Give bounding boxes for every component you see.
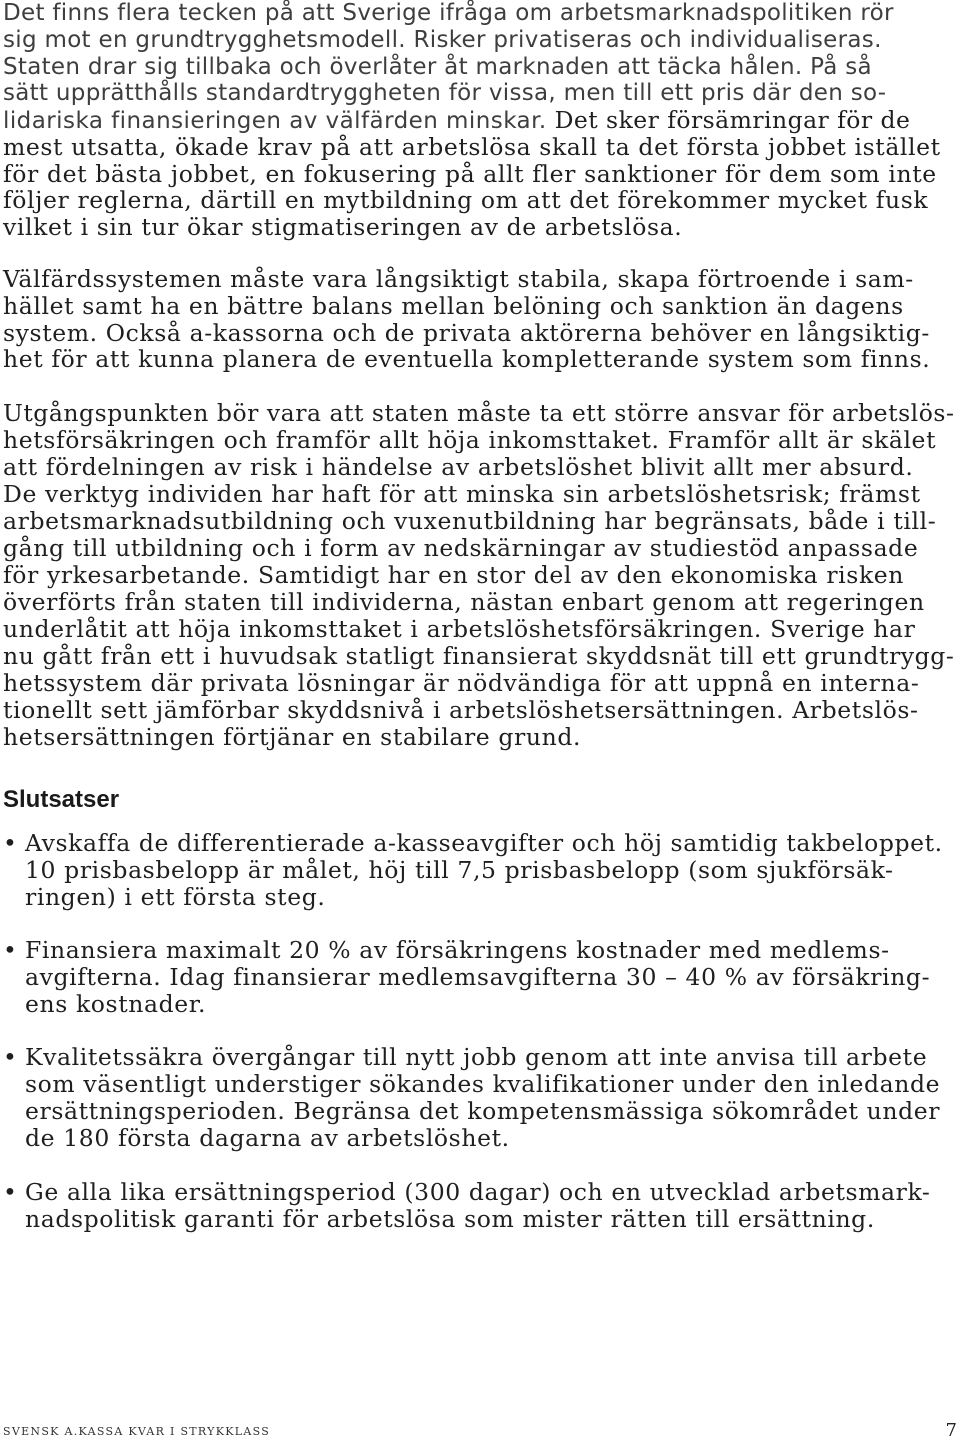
paragraph-line: hället samt ha en bättre balans mellan belöning och sanktion än dagens — [3, 291, 904, 320]
paragraph-welfare-systems — [3, 266, 930, 373]
bullet-marker: • — [3, 1178, 17, 1206]
paragraph-line: för yrkesarbetande. Samtidigt har en stor del av den ekonomiska risken — [3, 561, 905, 589]
line-segment-body: Det sker försämringar för de — [546, 106, 911, 134]
paragraph-line: sätt upprätthålls standardtryggheten för vissa, men till ett pris där den so- — [3, 80, 887, 107]
paragraph-line: system. Också a-kassorna och de privata aktörerna behöver en långsiktig- — [3, 318, 930, 347]
conclusion-line: Avskaffa de differentierade a-kasseavgifter och höj samtidig takbeloppet. — [25, 829, 943, 857]
conclusion-line: Kvalitetssäkra övergångar till nytt jobb genom att inte anvisa till arbete — [25, 1043, 928, 1071]
paragraph-line — [3, 107, 910, 134]
conclusion-text — [25, 1179, 930, 1233]
section-heading: Slutsatser — [3, 786, 120, 813]
paragraph-intro — [3, 0, 941, 241]
paragraph-line: sig mot en grundtrygghetsmodell. Risker privatiseras och individualiseras. — [3, 26, 882, 53]
conclusion-line: nadspolitisk garanti för arbetslösa som mister rätten till ersättning. — [25, 1205, 875, 1233]
conclusion-line: avgifterna. Idag finansierar medlemsavgifterna 30 – 40 % av försäkring- — [25, 963, 931, 991]
running-footer-title: SVENSK A.KASSA KVAR I STRYKKLASS — [3, 1425, 271, 1438]
paragraph-line: gång till utbildning och i form av nedskärningar av studiestöd anpassade — [3, 534, 919, 562]
conclusion-line: ringen) i ett första steg. — [25, 883, 326, 911]
conclusion-line: som väsentligt understiger sökandes kvalifikationer under den inledande — [25, 1070, 941, 1098]
line-segment-quote: lidariska finansieringen av välfärden minskar. — [3, 108, 547, 134]
paragraph-line: het för att kunna planera de eventuella kompletterande system som finns. — [3, 345, 931, 374]
page-number: 7 — [945, 1420, 957, 1441]
conclusion-text — [25, 937, 930, 1018]
paragraph-starting-point — [3, 400, 954, 751]
conclusion-text — [25, 1044, 940, 1152]
conclusion-text — [25, 830, 943, 911]
conclusion-line: Finansiera maximalt 20 % av försäkringens kostnader med medlems- — [25, 936, 890, 964]
conclusion-line: de 180 första dagarna av arbetslöshet. — [25, 1124, 510, 1152]
paragraph-line: för det bästa jobbet, en fokusering på allt fler sanktioner för dem som inte — [3, 159, 937, 188]
paragraph-line: att fördelningen av risk i händelse av arbetslöshet blivit allt mer absurd. — [3, 453, 914, 481]
paragraph-line: De verktyg individen har haft för att minska sin arbetslöshetsrisk; främst — [3, 480, 921, 508]
paragraph-line: Välfärdssystemen måste vara långsiktigt stabila, skapa förtroende i sam- — [3, 265, 914, 293]
paragraph-line: överförts från staten till individerna, nästan enbart genom att regeringen — [3, 588, 925, 616]
paragraph-line: Det finns flera tecken på att Sverige ifråga om arbetsmarknadspolitiken rör — [3, 0, 894, 26]
conclusion-line: ersättningsperioden. Begränsa det kompetensmässiga sökområdet under — [25, 1097, 941, 1125]
paragraph-line: arbetsmarknadsutbildning och vuxenutbildning har begränsats, både i till- — [3, 507, 937, 535]
paragraph-line: hetssystem där privata lösningar är nödvändiga för att uppnå en interna- — [3, 669, 920, 697]
paragraph-line: tionellt sett jämförbar skyddsnivå i arbetslöshetsersättningen. Arbetslös- — [3, 696, 919, 724]
conclusion-line: 10 prisbasbelopp är målet, höj till 7,5 prisbasbelopp (som sjukförsäk- — [25, 856, 894, 884]
paragraph-line: mest utsatta, ökade krav på att arbetslösa skall ta det första jobbet istället — [3, 132, 941, 161]
conclusion-line: Ge alla lika ersättningsperiod (300 dagar) och en utvecklad arbetsmark- — [25, 1178, 931, 1206]
paragraph-line: underlåtit att höja inkomsttaket i arbetslöshetsförsäkringen. Sverige har — [3, 615, 916, 643]
paragraph-line: nu gått från ett i huvudsak statligt finansierat skyddsnät till ett grundtrygg- — [3, 642, 955, 670]
conclusion-line: ens kostnader. — [25, 990, 207, 1018]
paragraph-line: Utgångspunkten bör vara att staten måste ta ett större ansvar för arbetslös- — [3, 399, 955, 427]
bullet-marker: • — [3, 1043, 17, 1071]
paragraph-line: följer reglerna, därtill en mytbildning om att det förekommer mycket fusk — [3, 186, 929, 215]
bullet-marker: • — [3, 829, 17, 857]
paragraph-line: hetsförsäkringen och framför allt höja inkomsttaket. Framför allt är skälet — [3, 426, 937, 454]
paragraph-line: vilket i sin tur ökar stigmatiseringen av de arbetslösa. — [3, 213, 683, 241]
paragraph-line: hetsersättningen förtjänar en stabilare grund. — [3, 723, 582, 751]
bullet-marker: • — [3, 936, 17, 964]
paragraph-line: Staten drar sig tillbaka och överlåter åt marknaden att täcka hålen. På så — [3, 53, 872, 80]
